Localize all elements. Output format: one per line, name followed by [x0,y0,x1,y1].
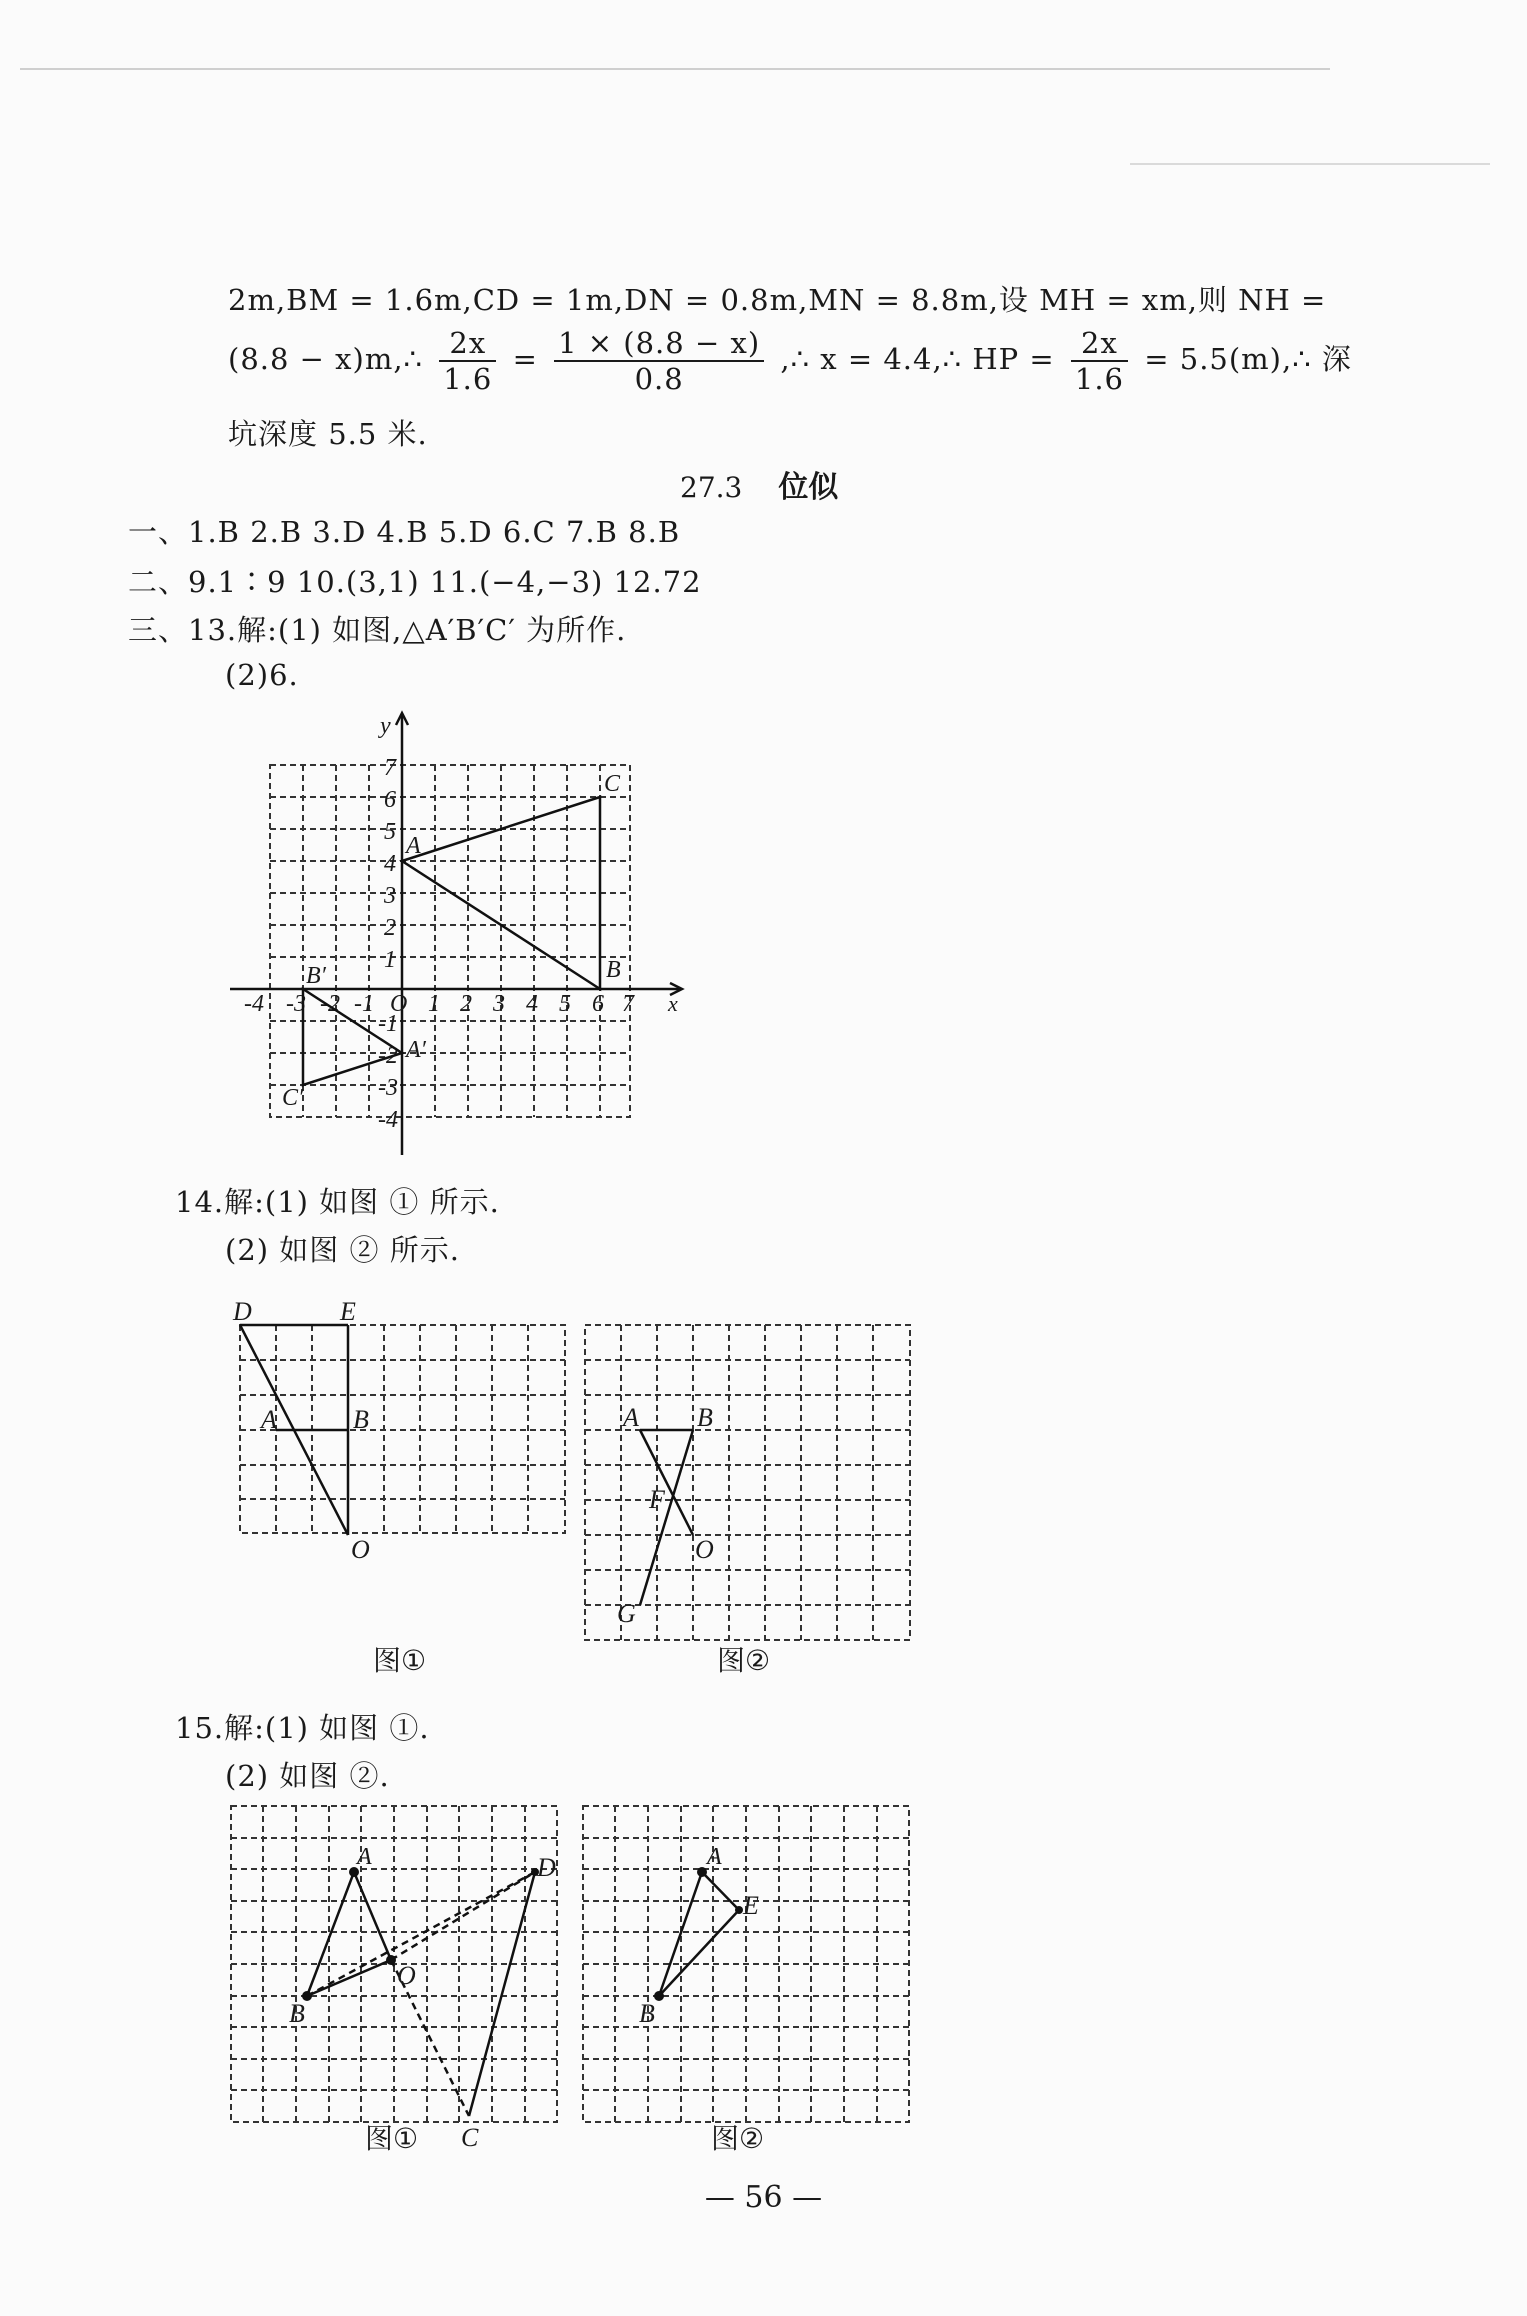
section-number: 27.3 [680,471,743,504]
fraction-2 [554,326,764,396]
page-number: — 56 — [704,2180,823,2215]
q15-line-1: 15.解:(1) 如图 ①. [175,1711,430,1745]
y-tick-label: 5 [384,819,396,845]
q15-right-b-label: B [639,1999,655,2028]
q14-figures [225,1290,925,1690]
y-tick-label: 6 [384,787,396,813]
x-axis-label: x [668,991,678,1016]
y-tick-label: 4 [384,851,396,877]
y-tick-label: -4 [378,1107,398,1133]
y-tick-label: -1 [378,1011,398,1037]
fraction-2-num: 1 × (8.8 − x) [554,326,764,362]
fraction-3-den: 1.6 [1074,362,1125,396]
q15-line-2: (2) 如图 ②. [225,1759,390,1793]
x-tick-label: -2 [320,991,340,1017]
q14-left-e-label: E [340,1297,356,1326]
q14-right-f-label: F [649,1485,665,1514]
q14-right-b-label: B [697,1403,713,1432]
q13-coordinate-graph [220,705,700,1165]
q13-line-1: 三、13.解:(1) 如图,△A′B′C′ 为所作. [128,613,627,647]
y-axis-label: y [380,713,391,739]
y-tick-labels [378,755,398,1133]
q15-right-caption: 图② [711,2122,765,2155]
y-tick-label: -3 [378,1075,398,1101]
q15-left-o-label: O [397,1961,416,1990]
q14-right-o-label: O [695,1535,714,1564]
q15-left-points [302,1867,539,2001]
q13-grid [270,765,630,1117]
x-tick-label: 4 [526,991,538,1017]
q15-right-grid [583,1806,909,2122]
fraction-1 [439,326,496,396]
q14-left-caption: 图① [373,1644,427,1677]
x-tick-label: 6 [592,991,604,1017]
q14-line-2: (2) 如图 ② 所示. [225,1233,460,1267]
answers-part-1: 一、1.B 2.B 3.D 4.B 5.D 6.C 7.B 8.B [128,515,681,549]
section-name: 位似 [778,470,839,505]
q14-right-grid [585,1325,910,1640]
intro-line-2-mid: ,∴ x = 4.4,∴ HP = [780,342,1055,376]
fraction-1-num: 2x [439,326,496,362]
point-a-label: A [406,833,421,859]
point-b-label: B [606,957,621,983]
intro-line-2 [228,326,1352,396]
q15-right-e-label: E [743,1891,759,1920]
x-tick-label: -3 [286,991,306,1017]
y-tick-label: 2 [384,915,396,941]
q14-left-a-label: A [261,1405,277,1434]
scan-line-top [20,68,1330,70]
fraction-2-den: 0.8 [634,362,684,396]
point-b1-label: B′ [306,963,326,989]
intro-line-2-start: (8.8 − x)m,∴ [228,342,424,376]
y-tick-label: 1 [384,947,396,973]
x-tick-label: 7 [622,991,634,1017]
q15-left-c-label: C [461,2123,479,2152]
q14-line-1: 14.解:(1) 如图 ① 所示. [175,1185,500,1219]
intro-line-3: 坑深度 5.5 米. [228,417,428,451]
q14-right-caption: 图② [717,1644,771,1677]
origin-label: O [390,991,408,1017]
triangle-a1b1c1 [303,989,402,1085]
equals-sign: = [512,342,538,376]
q14-left-o-label: O [351,1535,370,1564]
q14-left-d-label: D [233,1297,252,1326]
q14-left-b-label: B [353,1405,369,1434]
q15-left-caption: 图① [365,2122,419,2155]
q15-left-d-label: D [537,1853,556,1882]
q15-left-shape [307,1872,535,2116]
section-title [680,462,838,506]
q14-right-a-label: A [623,1403,639,1432]
y-tick-label: 3 [384,883,396,909]
intro-line-1: 2m,BM = 1.6m,CD = 1m,DN = 0.8m,MN = 8.8m,设 MH = xm,则 NH = [228,283,1327,317]
x-tick-label: 1 [428,991,440,1017]
y-tick-label: -2 [378,1043,398,1069]
x-tick-label: 2 [460,991,472,1017]
q15-figures [225,1800,925,2180]
x-tick-label: -1 [354,991,374,1017]
q13-line-2: (2)6. [225,658,299,692]
x-tick-label: 5 [559,991,571,1017]
q14-right-shape [640,1430,693,1605]
intro-line-2-end: = 5.5(m),∴ 深 [1144,342,1352,376]
y-tick-label: 7 [384,755,396,781]
x-tick-label: 3 [493,991,505,1017]
q15-right-shape [659,1872,739,1996]
point-c-label: C [604,771,621,797]
q15-left-b-label: B [289,1999,305,2028]
x-tick-label: -4 [244,991,264,1017]
q14-left-shape [240,1325,348,1535]
q15-right-a-label: A [707,1844,722,1870]
fraction-3-num: 2x [1071,326,1128,362]
q15-right-points [654,1867,743,2001]
point-c1-label: C′ [282,1085,304,1111]
fraction-1-den: 1.6 [443,362,493,396]
point-a1-label: A′ [406,1037,426,1063]
scan-line-right [1130,163,1490,165]
q15-left-a-label: A [357,1844,372,1870]
answers-part-2: 二、9.1∶9 10.(3,1) 11.(−4,−3) 12.72 [128,565,702,599]
q14-right-g-label: G [617,1599,636,1628]
fraction-3 [1071,326,1128,396]
